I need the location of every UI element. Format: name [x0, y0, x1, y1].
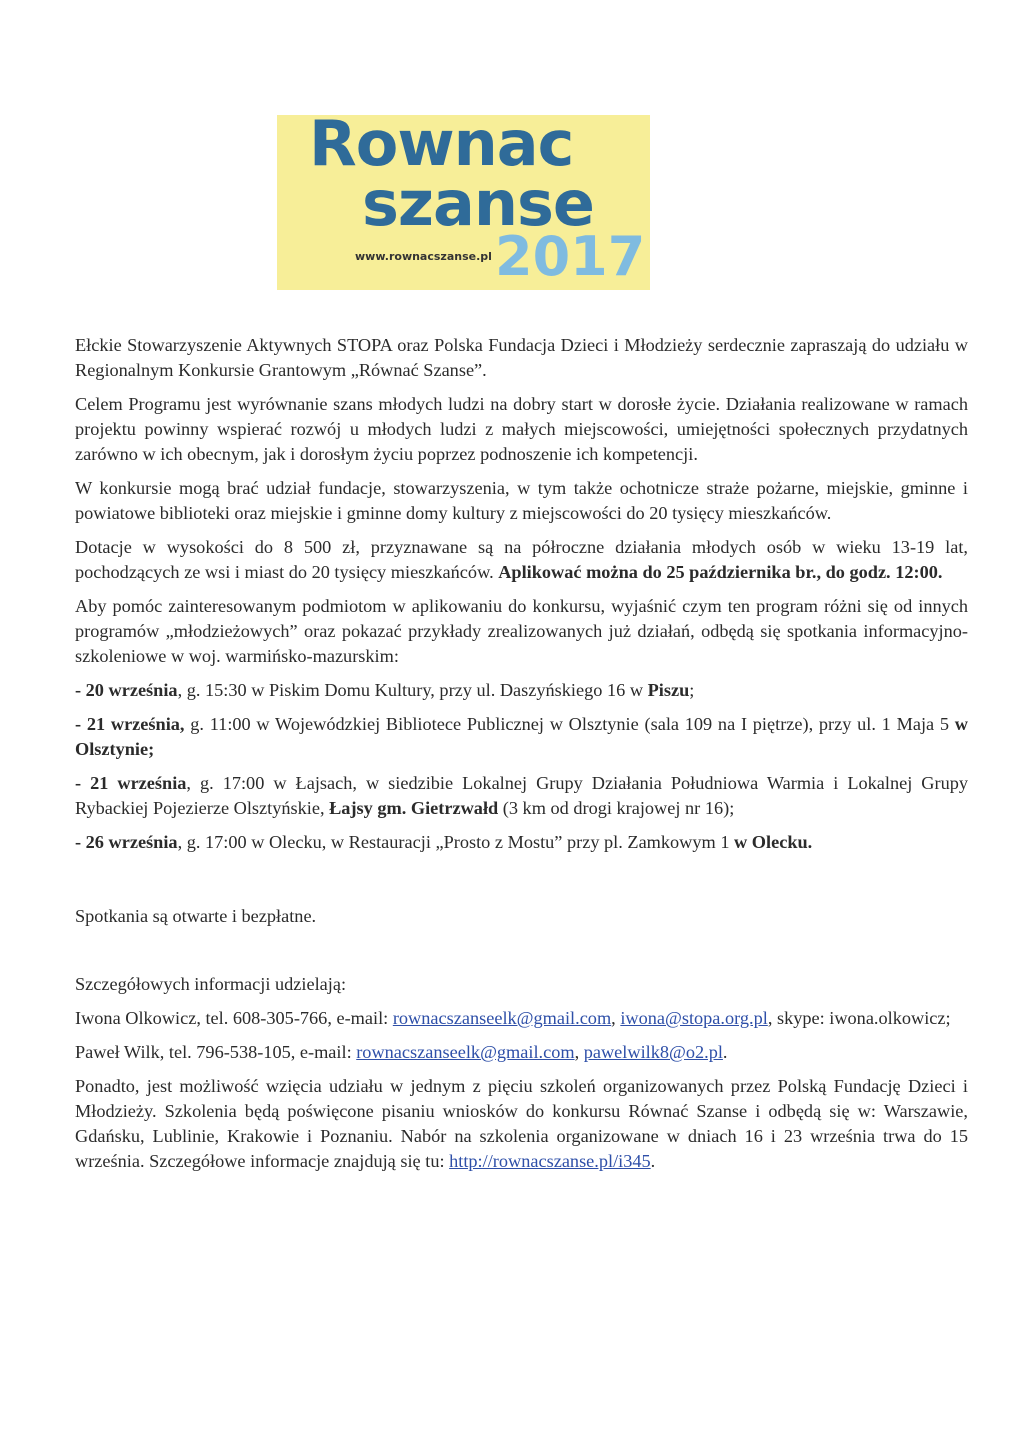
grants-paragraph: [75, 535, 968, 585]
trainings-paragraph: [75, 1074, 968, 1174]
meeting-tail: (3 km od drogi krajowej nr 16);: [498, 798, 735, 818]
meeting-place: w Olsztynie;: [75, 714, 968, 759]
spacer: [75, 864, 968, 904]
eligibility-paragraph: W konkursie mogą brać udział fundacje, stowarzyszenia, w tym także ochotnicze straże pożarne, miejskie, gminne i powiatowe biblioteki oraz miejskie i gminne domy kultury z miejscowości do 20 tysięcy mieszkańców.: [75, 478, 968, 523]
meetings-intro-paragraph: Aby pomóc zainteresowanym podmiotom w aplikowaniu do konkursu, wyjaśnić czym ten program różni się od innych programów „młodzieżowych” oraz pokazać przykłady zrealizowanych już działań, odbędą się spotkania informacyjno-szkoleniowe w woj. warmińsko-mazurskim:: [75, 596, 968, 666]
meeting-place: Łajsy gm. Gietrzwałd: [329, 798, 499, 818]
separator: ,: [611, 1008, 621, 1028]
meeting-item: [75, 678, 968, 703]
meeting-date: - 21 września,: [75, 714, 185, 734]
letter-body: [75, 333, 968, 1183]
meeting-details: , g. 17:00 w Olecku, w Restauracji „Prosto z Mostu” przy pl. Zamkowym 1: [177, 832, 735, 852]
free-entry-note: Spotkania są otwarte i bezpłatne.: [75, 906, 317, 926]
meeting-details: , g. 15:30 w Piskim Domu Kultury, przy ul. Daszyńskiego 16 w: [177, 680, 648, 700]
meeting-date: - 20 września: [75, 680, 178, 700]
meeting-place: Piszu: [647, 680, 690, 700]
details-link[interactable]: http://rownacszanse.pl/i345: [449, 1151, 651, 1171]
email-link[interactable]: pawelwilk8@o2.pl: [583, 1042, 723, 1062]
meeting-item: [75, 771, 968, 821]
meeting-date: - 26 września: [75, 832, 178, 852]
contact-tail: .: [722, 1042, 728, 1062]
deadline-text: Aplikować można do 25 października br., do godz. 12:00.: [498, 562, 943, 582]
contact-details: Iwona Olkowicz, tel. 608-305-766, e-mail:: [75, 1008, 393, 1028]
contacts-heading: Szczegółowych informacji udzielają:: [75, 974, 347, 994]
separator: ,: [574, 1042, 584, 1062]
logo-url: www.rownacszanse.pl: [355, 250, 492, 263]
program-goal-paragraph: Celem Programu jest wyrównanie szans młodych ludzi na dobry start w dorosłe życie. Działania realizowane w ramach projektu powinny wspierać rozwój u młodych ludzi z małych miejscowości, umiejętności społecznych przydatnych zarówno w ich obecnym, jak i dorosłym życiu poprzez podnoszenie ich kompetencji.: [75, 394, 968, 464]
rownac-szanse-logo: [277, 115, 650, 290]
meeting-details: , g. 17:00 w Łajsach, w siedzibie Lokalnej Grupy Działania Południowa Warmia i Lokalnej Grupy Rybackiej Pojezierze Olsztyńskie,: [75, 773, 969, 818]
contact-pawel: [75, 1040, 968, 1065]
meeting-item: [75, 830, 968, 855]
contact-iwona: [75, 1006, 968, 1031]
grants-text: Dotacje w wysokości do 8 500 zł, przyznawane są na półroczne działania młodych osób w wieku 13-19 lat, pochodzących ze wsi i miast do 20 tysięcy mieszkańców.: [75, 537, 968, 582]
spacer: [75, 938, 968, 972]
email-link[interactable]: iwona@stopa.org.pl: [620, 1008, 768, 1028]
contact-details: Paweł Wilk, tel. 796-538-105, e-mail:: [75, 1042, 357, 1062]
logo-word-szanse: szanse: [362, 167, 594, 240]
trainings-text: Ponadto, jest możliwość wzięcia udziału w jednym z pięciu szkoleń organizowanych przez Polską Fundację Dzieci i Młodzieży. Szkolenia będą poświęcone pisaniu wniosków do konkursu Równać Szanse i odbędą się w: Warszawie, Gdańsku, Lublinie, Krakowie i Poznaniu. Nabór na szkolenia organizowane w dniach 16 i 23 września trwa do 15 września. Szczegółowe informacje znajdują się tu:: [75, 1076, 968, 1171]
trainings-tail: .: [650, 1151, 656, 1171]
email-link[interactable]: rownacszanseelk@gmail.com: [356, 1042, 575, 1062]
meeting-date: - 21 września: [75, 773, 187, 793]
meeting-place: w Olecku.: [734, 832, 813, 852]
meeting-item: [75, 712, 968, 762]
email-link[interactable]: rownacszanseelk@gmail.com: [392, 1008, 612, 1028]
meeting-tail: ;: [689, 680, 695, 700]
intro-paragraph: Ełckie Stowarzyszenie Aktywnych STOPA oraz Polska Fundacja Dzieci i Młodzieży serdecznie zapraszają do udziału w Regionalnym Konkursie Grantowym „Równać Szanse”.: [75, 335, 968, 380]
logo-word-rownac: Rownac: [309, 115, 574, 180]
meeting-details: g. 11:00 w Wojewódzkiej Bibliotece Publicznej w Olsztynie (sala 109 na I piętrze), przy ul. 1 Maja 5: [184, 714, 955, 734]
contact-skype: , skype: iwona.olkowicz;: [767, 1008, 951, 1028]
logo-year: 2017: [495, 225, 646, 288]
